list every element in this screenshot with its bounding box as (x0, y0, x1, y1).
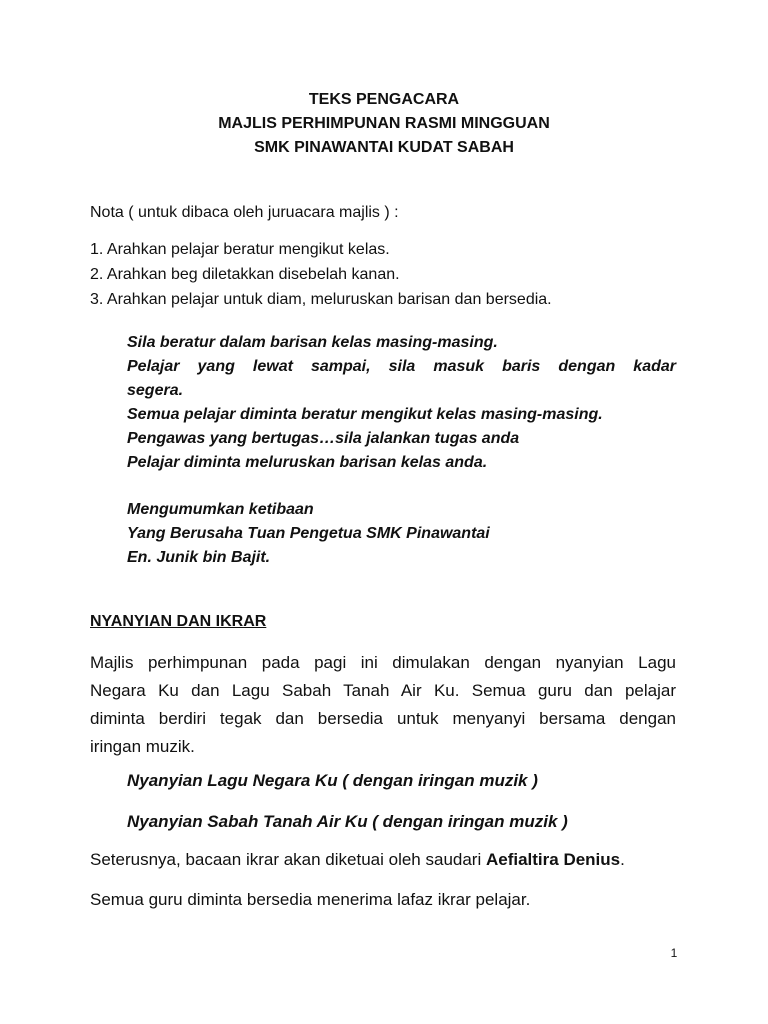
header-title: TEKS PENGACARA (308, 91, 460, 108)
principal-arrival (127, 498, 676, 570)
arrival-line: Mengumumkan ketibaan (127, 501, 314, 518)
paragraph-line: iringan muzik. (90, 737, 195, 756)
instruction-item: 3. Arahkan pelajar untuk diam, meluruskan barisan dan bersedia. (90, 291, 552, 308)
pledge-suffix: . (620, 850, 625, 869)
document-header (0, 88, 768, 160)
pledge-leader-name: Aefialtira Denius (485, 850, 621, 869)
announcement-line: Pelajar yang lewat sampai, sila masuk baris dengan kadar (127, 358, 676, 375)
paragraph-line: Majlis perhimpunan pada pagi ini dimulakan dengan nyanyian Lagu (90, 653, 676, 672)
header-event: MAJLIS PERHIMPUNAN RASMI MINGGUAN (218, 115, 550, 132)
song-negaraku: Nyanyian Lagu Negara Ku ( dengan iringan muzik ) (127, 771, 538, 790)
announcement-line: Semua pelajar diminta beratur mengikut kelas masing-masing. (127, 406, 603, 423)
section-heading: NYANYIAN DAN IKRAR (90, 613, 267, 630)
instruction-item: 1. Arahkan pelajar beratur mengikut kelas. (90, 241, 390, 258)
preparation-paragraph: Semua guru diminta bersedia menerima lafaz ikrar pelajar. (90, 890, 531, 909)
announcement-line: segera. (127, 382, 184, 399)
song-sabah: Nyanyian Sabah Tanah Air Ku ( dengan iringan muzik ) (127, 812, 568, 831)
arrival-line: Yang Berusaha Tuan Pengetua SMK Pinawantai (127, 525, 490, 542)
instruction-list (90, 237, 676, 312)
announcement-line: Pengawas yang bertugas…sila jalankan tugas anda (127, 430, 520, 447)
paragraph-line: Negara Ku dan Lagu Sabah Tanah Air Ku. Semua guru dan pelajar (90, 681, 676, 700)
assembly-announcement (127, 331, 676, 475)
arrival-line: En. Junik bin Bajit. (127, 549, 271, 566)
announcement-line: Sila beratur dalam barisan kelas masing-masing. (127, 334, 498, 351)
header-school: SMK PINAWANTAI KUDAT SABAH (254, 139, 514, 156)
intro-paragraph (90, 649, 676, 761)
announcement-line: Pelajar diminta meluruskan barisan kelas anda. (127, 454, 488, 471)
paragraph-line: diminta berdiri tegak dan bersedia untuk menyanyi bersama dengan (90, 709, 676, 728)
page-number: 1 (670, 946, 678, 960)
instruction-item: 2. Arahkan beg diletakkan disebelah kanan. (90, 266, 400, 283)
pledge-paragraph (90, 846, 676, 874)
note-label: Nota ( untuk dibaca oleh juruacara majlis ) : (90, 204, 399, 221)
pledge-prefix: Seterusnya, bacaan ikrar akan diketuai oleh saudari (90, 850, 486, 869)
